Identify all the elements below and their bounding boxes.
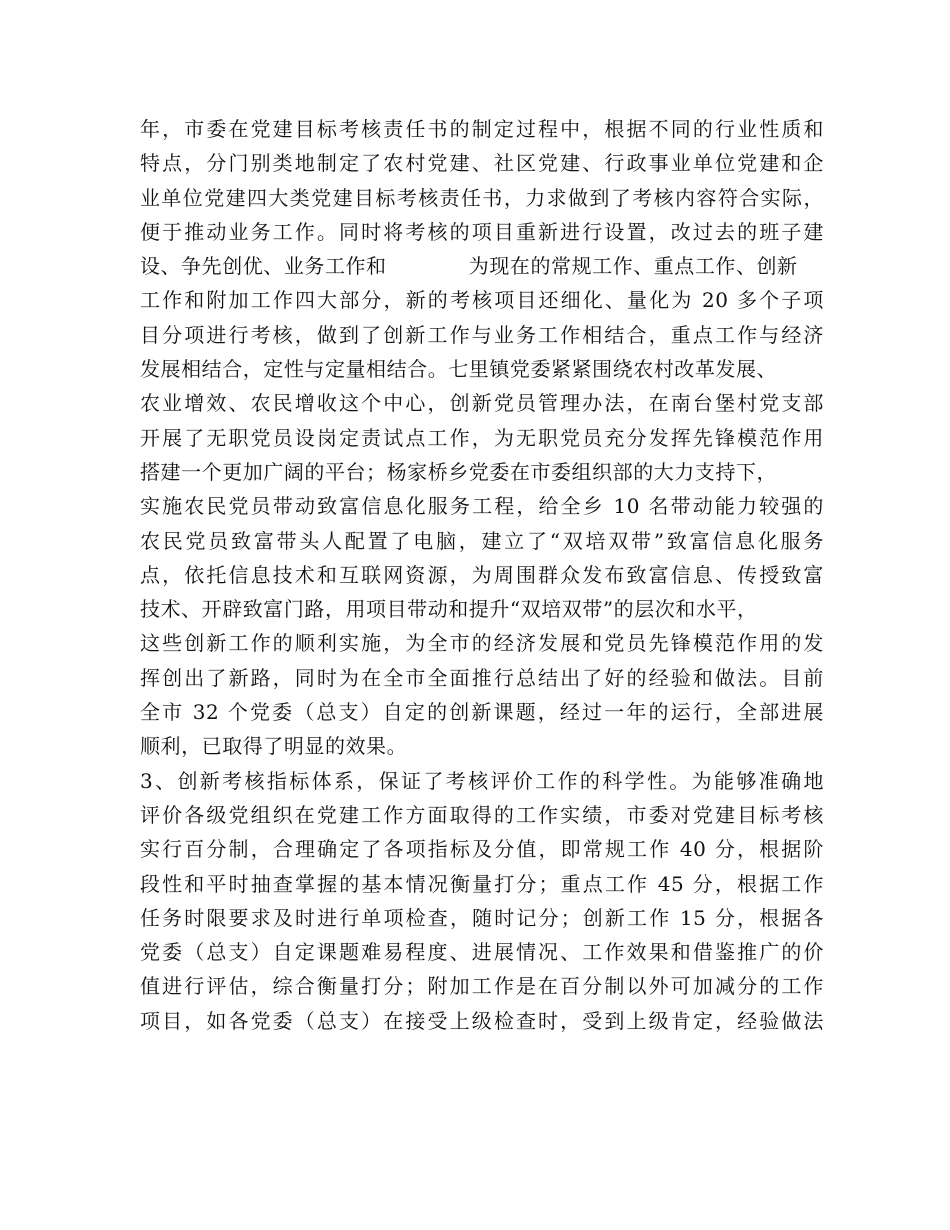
text-line: 项目，如各党委（总支）在接受上级检查时，受到上级肯定，经验做法 <box>140 1008 824 1033</box>
text-line: 值进行评估，综合衡量打分；附加工作是在百分制以外可加减分的工作 <box>140 974 824 999</box>
text-line: 特点，分门别类地制定了农村党建、社区党建、行政事业单位党建和企 <box>140 151 824 176</box>
text-line: 点，依托信息技术和互联网资源，为周围群众发布致富信息、传授致富 <box>140 562 824 587</box>
text-line: 实施农民党员带动致富信息化服务工程，给全乡 10 名带动能力较强的 <box>140 494 824 519</box>
text-line: 便于推动业务工作。同时将考核的项目重新进行设置，改过去的班子建 <box>140 219 824 244</box>
text-line: 农民党员致富带头人配置了电脑，建立了“双培双带”致富信息化服务 <box>140 528 824 553</box>
text-line: 顺利，已取得了明显的效果。 <box>140 734 408 759</box>
text-line: 开展了无职党员设岗定责试点工作，为无职党员充分发挥先锋模范作用 <box>140 425 824 450</box>
text-line: 段性和平时抽查掌握的基本情况衡量打分；重点工作 45 分，根据工作 <box>140 871 824 896</box>
text-line: 全市 32 个党委（总支）自定的创新课题，经过一年的运行，全部进展 <box>140 700 824 725</box>
text-line: 工作和附加工作四大部分，新的考核项目还细化、量化为 20 多个子项 <box>140 288 824 313</box>
text-line: 3、创新考核指标体系，保证了考核评价工作的科学性。为能够准确地 <box>140 768 824 793</box>
text-line: 目分项进行考核，做到了创新工作与业务工作相结合，重点工作与经济 <box>140 322 824 347</box>
text-line: 农业增效、农民增收这个中心，创新党员管理办法，在南台堡村党支部 <box>140 391 824 416</box>
text-line: 评价各级党组织在党建工作方面取得的工作实绩，市委对党建目标考核 <box>140 802 824 827</box>
text-line: 这些创新工作的顺利实施，为全市的经济发展和党员先锋模范作用的发 <box>140 631 824 656</box>
body-text <box>140 112 824 1038</box>
text-line: 实行百分制，合理确定了各项指标及分值，即常规工作 40 分，根据阶 <box>140 837 824 862</box>
text-line: 年，市委在党建目标考核责任书的制定过程中，根据不同的行业性质和 <box>140 117 824 141</box>
text-line: 设、争先创优、业务工作和 为现在的常规工作、重点工作、创新 <box>140 254 798 279</box>
text-line: 业单位党建四大类党建目标考核责任书，力求做到了考核内容符合实际， <box>140 185 824 210</box>
text-line: 搭建一个更加广阔的平台；杨家桥乡党委在市委组织部的大力支持下， <box>140 459 778 484</box>
text-line: 技术、开辟致富门路，用项目带动和提升“双培双带”的层次和水平， <box>140 597 758 622</box>
text-line: 挥创出了新路，同时为在全市全面推行总结出了好的经验和做法。目前 <box>140 665 824 690</box>
text-line: 党委（总支）自定课题难易程度、进展情况、工作效果和借鉴推广的价 <box>140 940 824 965</box>
text-line: 任务时限要求及时进行单项检查，随时记分；创新工作 15 分，根据各 <box>140 905 824 930</box>
text-line: 发展相结合，定性与定量相结合。七里镇党委紧紧围绕农村改革发展、 <box>140 357 778 382</box>
